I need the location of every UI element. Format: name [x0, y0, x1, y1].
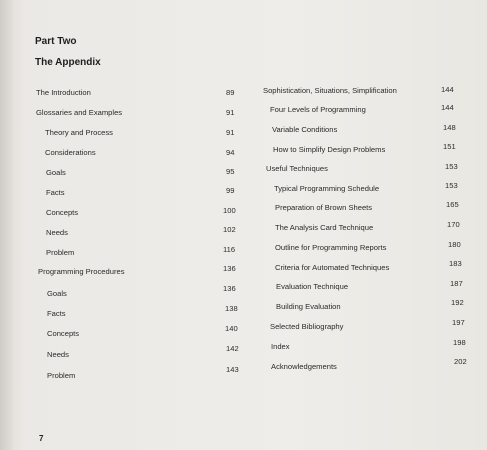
- toc-page-number: 143: [226, 365, 239, 374]
- toc-page-number: 91: [226, 108, 235, 117]
- toc-page-number: 183: [449, 259, 462, 268]
- toc-entry-evaluation-technique: Evaluation Technique: [276, 282, 349, 291]
- section-title: The Appendix: [35, 57, 101, 68]
- toc-entry-automated: Criteria for Automated Techniques: [275, 263, 390, 272]
- toc-page-number: 180: [448, 240, 461, 249]
- toc-page-number: 136: [223, 284, 236, 293]
- toc-entry-useful-techniques: Useful Techniques: [266, 164, 328, 173]
- toc-entry-facts-2: Facts: [47, 309, 66, 318]
- toc-page-number: 136: [223, 264, 236, 273]
- toc-entry-problem-2: Problem: [47, 371, 76, 380]
- toc-entry-procedures: Programming Procedures: [38, 267, 125, 276]
- toc-page-number: 192: [451, 298, 464, 307]
- toc-page-number: 187: [450, 279, 463, 288]
- toc-page-number: 144: [441, 103, 454, 112]
- toc-entry-simplify: How to Simplify Design Problems: [273, 145, 386, 154]
- toc-page-number: 116: [223, 245, 236, 254]
- toc-entry-glossaries: Glossaries and Examples: [36, 108, 123, 117]
- toc-page-number: 102: [223, 225, 236, 234]
- toc-page-number: 197: [452, 318, 465, 327]
- toc-entry-needs-2: Needs: [47, 350, 69, 359]
- toc-entry-sophistication: Sophistication, Situations, Simplification: [263, 86, 397, 95]
- toc-page-number: 153: [445, 162, 458, 171]
- toc-page-number: 95: [226, 167, 235, 176]
- toc-page-number: 153: [445, 181, 458, 190]
- toc-page-number: 148: [443, 123, 456, 132]
- toc-page-number: 140: [225, 324, 238, 333]
- toc-page-number: 165: [446, 200, 459, 209]
- toc-entry-bibliography: Selected Bibliography: [270, 322, 344, 331]
- toc-entry-acknowledgements: Acknowledgements: [271, 362, 337, 371]
- page-number: 7: [39, 434, 44, 443]
- toc-page-number: 100: [223, 206, 236, 215]
- toc-page-number: 91: [226, 128, 235, 137]
- toc-page-number: 144: [441, 85, 454, 94]
- toc-entry-goals-2: Goals: [47, 289, 67, 298]
- toc-entry-facts-1: Facts: [46, 188, 65, 197]
- page-gutter: [0, 0, 13, 450]
- toc-entry-concepts-1: Concepts: [46, 208, 79, 217]
- toc-entry-theory: Theory and Process: [45, 128, 113, 137]
- part-label: Part Two: [35, 36, 77, 47]
- toc-entry-four-levels: Four Levels of Programming: [270, 105, 366, 114]
- toc-entry-considerations: Considerations: [45, 148, 96, 157]
- toc-page-number: 202: [454, 357, 467, 366]
- toc-entry-building-evaluation: Building Evaluation: [276, 302, 341, 311]
- toc-page-number: 89: [226, 88, 235, 97]
- toc-entry-schedule: Typical Programming Schedule: [274, 184, 380, 193]
- toc-entry-brown-sheets: Preparation of Brown Sheets: [275, 203, 373, 212]
- toc-entry-needs-1: Needs: [46, 228, 68, 237]
- toc-entry-concepts-2: Concepts: [47, 329, 80, 338]
- toc-entry-index: Index: [271, 342, 290, 351]
- toc-page-number: 170: [447, 220, 460, 229]
- toc-entry-introduction: The Introduction: [36, 88, 91, 97]
- toc-page-number: 94: [226, 148, 235, 157]
- toc-page-number: 142: [226, 344, 239, 353]
- toc-page-number: 198: [453, 338, 466, 347]
- toc-entry-analysis-card: The Analysis Card Technique: [275, 223, 374, 232]
- toc-entry-goals-1: Goals: [46, 168, 66, 177]
- toc-page-number: 138: [225, 304, 238, 313]
- toc-entry-variable-conditions: Variable Conditions: [272, 125, 338, 134]
- toc-entry-outline-reports: Outline for Programming Reports: [275, 243, 387, 252]
- toc-page-number: 99: [226, 186, 235, 195]
- toc-entry-problem-1: Problem: [46, 248, 75, 257]
- toc-page-number: 151: [443, 142, 456, 151]
